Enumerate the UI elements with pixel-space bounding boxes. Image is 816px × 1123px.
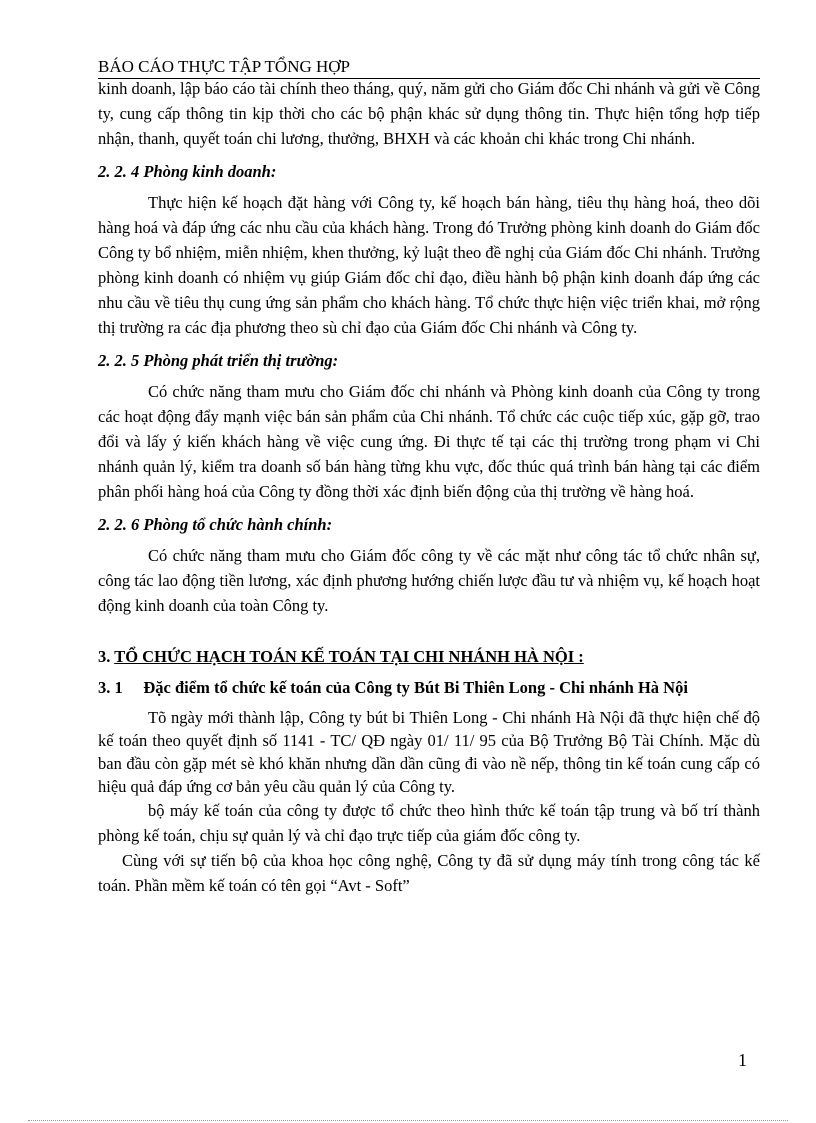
section-3-1-heading: 3. 1 Đặc điểm tổ chức kế toán của Công ty Bút Bi Thiên Long - Chi nhánh Hà Nội: [98, 678, 688, 697]
section-2-2-4-paragraph: Thực hiện kế hoạch đặt hàng với Công ty, kế hoạch bán hàng, tiêu thụ hàng hoá, theo dõi hàng hoá và đáp ứng các nhu cầu của khách hàng. Trong đó Trưởng phòng kinh doanh do Giám đốc Công ty bổ nhiệm, miễn nhiệm, khen thưởng, kỷ luật theo đề nghị của Giám đốc Chi nhánh. Trưởng phòng kinh doanh có nhiệm vụ giúp Giám đốc chỉ đạo, điều hành bộ phận kinh doanh đáp ứng các nhu cầu về tiêu thụ cung ứng sản phẩm cho khách hàng. Tổ chức thực hiện việc triển khai, mở rộng thị trường ra các địa phương theo sù chỉ đạo của Giám đốc Chi nhánh và Công ty.: [98, 193, 760, 337]
section-2-2-6-paragraph: Có chức năng tham mưu cho Giám đốc công ty về các mặt như công tác tổ chức nhân sự, công tác lao động tiền lương, xác định phương hướng chiến lược đầu tư và nhiệm vụ, kế hoạch hoạt động kinh doanh của toàn Công ty.: [98, 546, 760, 615]
page-number: 1: [738, 1050, 747, 1070]
intro-paragraph: kinh doanh, lập báo cáo tài chính theo tháng, quý, năm gửi cho Giám đốc Chi nhánh và gửi về Công ty, cung cấp thông tin kịp thời cho các bộ phận khác sử dụng thông tin. Thực hiện tổng hợp tiếp nhận, thanh, quyết toán chi lương, thưởng, BHXH và các khoản chi khác trong Chi nhánh.: [98, 79, 760, 148]
section-2-2-5-paragraph: Có chức năng tham mưu cho Giám đốc chi nhánh và Phòng kinh doanh của Công ty trong các hoạt động đẩy mạnh việc bán sản phẩm của Chi nhánh. Tổ chức các cuộc tiếp xúc, gặp gỡ, trao đổi và lấy ý kiến khách hàng về việc cung ứng. Đi thực tế tại các thị trường trong phạm vi Chi nhánh quản lý, kiểm tra doanh số bán hàng từng khu vực, đốc thúc quá trình bán hàng tại các điểm phân phối hàng hoá của Công ty đồng thời xác định biến động của thị trường về hàng hoá.: [98, 382, 760, 501]
section-2-2-4-heading: 2. 2. 4 Phòng kinh doanh:: [98, 162, 277, 181]
section-3-1-paragraph-2: bộ máy kế toán của công ty được tổ chức theo hình thức kế toán tập trung và bố trí thành phòng kế toán, chịu sự quản lý và chỉ đạo trực tiếp của giám đốc công ty.: [98, 801, 760, 845]
section-3-1-paragraph-1: Tõ ngày mới thành lập, Công ty bút bi Thiên Long - Chi nhánh Hà Nội đã thực hiện chế độ kế toán theo quyết định số 1141 - TC/ QĐ ngày 01/ 11/ 95 của Bộ Trưởng Bộ Tài Chính. Mặc dù ban đầu còn gặp mét sè khó khăn nhưng dần dần cũng đi vào nề nếp, thông tin kế toán cung cấp có hiệu quả đáp ứng cơ bản yêu cầu quản lý của Công ty.: [98, 708, 760, 796]
footer-divider: [28, 1120, 788, 1121]
section-2-2-5-heading: 2. 2. 5 Phòng phát triển thị trường:: [98, 351, 339, 370]
page-header: BÁO CÁO THỰC TẬP TỔNG HỢP: [98, 56, 760, 79]
section-2-2-6-heading: 2. 2. 6 Phòng tổ chức hành chính:: [98, 515, 333, 534]
page-content: [98, 76, 760, 898]
section-3-title: TỔ CHỨC HẠCH TOÁN KẾ TOÁN TẠI CHI NHÁNH HÀ NỘI :: [114, 647, 584, 666]
section-3-heading: [98, 644, 760, 669]
section-3-1-paragraph-3: Cùng với sự tiến bộ của khoa học công nghệ, Công ty đã sử dụng máy tính trong công tác kế toán. Phần mềm kế toán có tên gọi “Avt - Soft”: [98, 851, 760, 895]
section-3-number: 3.: [98, 647, 115, 666]
